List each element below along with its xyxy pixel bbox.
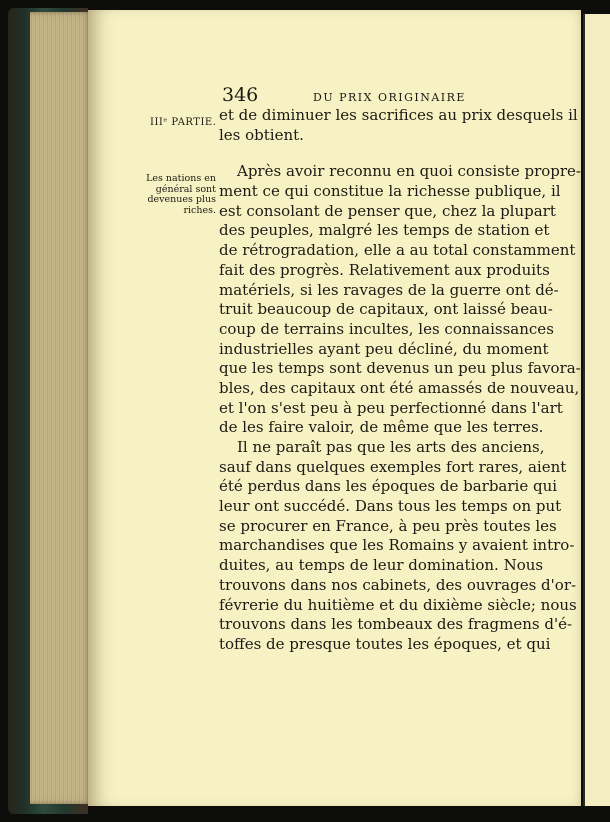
part-label: IIIᵉ PARTIE. bbox=[150, 117, 217, 128]
text-line: Après avoir reconnu en quoi consiste propre- bbox=[237, 162, 582, 181]
text-line: les obtient. bbox=[219, 125, 304, 144]
paragraph-gap bbox=[219, 145, 529, 162]
margin-note-line: Les nations en bbox=[146, 173, 216, 184]
text-line: fait des progrès. Relativement aux produits bbox=[219, 260, 550, 279]
text-line: toffes de presque toutes les époques, et qui bbox=[219, 634, 551, 653]
text-line: coup de terrains incultes, les connaissances bbox=[219, 319, 554, 338]
text-line: trouvons dans nos cabinets, des ouvrages d'or- bbox=[219, 575, 577, 594]
text-line: Il ne paraît pas que les arts des anciens, bbox=[237, 438, 545, 456]
text-line: est consolant de penser que, chez la plupart bbox=[219, 201, 556, 220]
text-line: de rétrogradation, elle a au total constamment bbox=[219, 241, 576, 260]
text-line: que les temps sont devenus un peu plus favora- bbox=[219, 359, 581, 378]
page-number: 346 bbox=[222, 84, 259, 106]
text-line: duites, au temps de leur domination. Nous bbox=[219, 556, 544, 575]
text-line: trouvons dans les tombeaux des fragmens d'é- bbox=[219, 615, 573, 634]
paragraph bbox=[219, 438, 577, 655]
paragraph bbox=[219, 162, 582, 438]
margin-note-line: riches. bbox=[183, 204, 216, 216]
page-edges bbox=[30, 12, 92, 804]
text-line: févrerie du huitième et du dixième siècle; nous bbox=[219, 595, 577, 614]
text-line: des peuples, malgré les temps de station et bbox=[219, 221, 550, 240]
text-line: leur ont succédé. Dans tous les temps on put bbox=[219, 497, 562, 516]
text-line: sauf dans quelques exemples fort rares, aient bbox=[219, 457, 567, 476]
margin-note bbox=[138, 174, 216, 216]
facing-page-edge bbox=[583, 14, 610, 806]
text-line: industrielles ayant peu décliné, du moment bbox=[219, 339, 549, 358]
paragraph bbox=[219, 106, 578, 145]
body-text bbox=[219, 106, 582, 655]
text-line: été perdus dans les époques de barbarie qui bbox=[219, 477, 558, 496]
text-line: se procurer en France, à peu près toutes les bbox=[219, 516, 557, 535]
margin-note-line: devenues plus bbox=[147, 194, 216, 205]
running-head: DU PRIX ORIGINAIRE bbox=[313, 91, 466, 104]
text-line: matériels, si les ravages de la guerre ont dé- bbox=[219, 280, 559, 299]
text-line: ment ce qui constitue la richesse publique, il bbox=[219, 182, 561, 201]
text-line: et de diminuer les sacrifices au prix desquels il bbox=[219, 106, 578, 124]
margin-note-line: général sont bbox=[155, 183, 216, 195]
text-line: marchandises que les Romains y avaient intro- bbox=[219, 536, 575, 555]
text-line: de les faire valoir, de même que les terres. bbox=[219, 418, 544, 437]
text-line: et l'on s'est peu à peu perfectionné dans l'art bbox=[219, 398, 563, 417]
text-line: truit beaucoup de capitaux, ont laissé beau- bbox=[219, 300, 553, 319]
text-line: bles, des capitaux ont été amassés de nouveau, bbox=[219, 378, 580, 397]
